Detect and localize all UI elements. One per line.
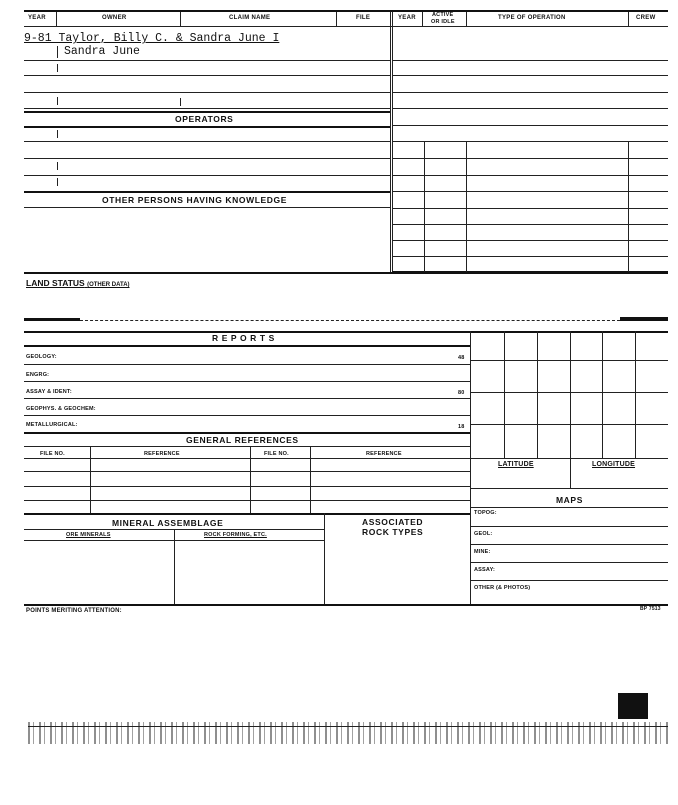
row-line bbox=[24, 175, 390, 176]
latitude-label: LATITUDE bbox=[498, 461, 534, 468]
header-divider bbox=[422, 12, 423, 26]
operators-heading: OPERATORS bbox=[175, 114, 234, 124]
land-status-top bbox=[24, 272, 668, 274]
right-row-line bbox=[392, 125, 668, 126]
maps-row-line bbox=[470, 580, 668, 581]
general-references-top bbox=[24, 432, 470, 434]
tick bbox=[180, 98, 181, 106]
report-row-metallurgical-num: 18 bbox=[458, 424, 465, 430]
row-line bbox=[24, 60, 390, 61]
right-row-line bbox=[392, 75, 668, 76]
ore-minerals-heading: ORE MINERALS bbox=[66, 532, 111, 538]
header-divider bbox=[56, 12, 57, 26]
right-row-line bbox=[392, 92, 668, 93]
points-meriting-attention: POINTS MERITING ATTENTION: bbox=[26, 608, 122, 614]
tick bbox=[57, 162, 58, 170]
header-claim-name: CLAIM NAME bbox=[229, 15, 271, 21]
other-persons-bottom bbox=[24, 207, 390, 208]
maps-row-geol: GEOL: bbox=[474, 531, 493, 537]
maps-row-topog: TOPOG: bbox=[474, 510, 497, 516]
top-border bbox=[24, 10, 668, 12]
tick bbox=[57, 178, 58, 186]
grid-col bbox=[537, 331, 538, 458]
form-number: BP 7513 bbox=[640, 606, 661, 612]
report-row-assay: ASSAY & IDENT: bbox=[26, 389, 72, 395]
maps-row-line bbox=[470, 562, 668, 563]
header-divider bbox=[336, 12, 337, 26]
tick bbox=[57, 46, 58, 58]
operators-top bbox=[24, 111, 390, 113]
right-row-line bbox=[392, 256, 668, 257]
header-divider bbox=[466, 12, 467, 26]
header-year-right: YEAR bbox=[398, 15, 416, 21]
main-vertical-divider-2 bbox=[392, 12, 393, 274]
grid-row bbox=[470, 392, 668, 393]
reports-top bbox=[24, 331, 668, 333]
reports-right-border bbox=[470, 331, 471, 604]
row-line bbox=[24, 75, 390, 76]
land-status-marker bbox=[24, 318, 80, 321]
associated-rock-types-1: ASSOCIATED bbox=[362, 517, 424, 527]
right-row-line bbox=[392, 60, 668, 61]
grid-row bbox=[470, 424, 668, 425]
report-row-line bbox=[24, 381, 470, 382]
row-line bbox=[24, 141, 390, 142]
header-file: FILE bbox=[356, 15, 371, 21]
report-row-line bbox=[24, 398, 470, 399]
header-divider bbox=[180, 12, 181, 26]
mineral-rock-divider bbox=[324, 513, 325, 604]
maps-row-other: OTHER (& PHOTOS) bbox=[474, 585, 531, 591]
report-row-line bbox=[24, 415, 470, 416]
genref-col bbox=[250, 446, 251, 513]
rock-forming-heading: ROCK FORMING, ETC. bbox=[204, 532, 267, 538]
header-type-of-operation: TYPE OF OPERATION bbox=[498, 15, 566, 21]
operators-bottom bbox=[24, 126, 390, 128]
tick bbox=[57, 130, 58, 138]
header-divider bbox=[628, 12, 629, 26]
right-row-line bbox=[392, 141, 668, 142]
right-row-line bbox=[392, 158, 668, 159]
land-status-sub: (OTHER DATA) bbox=[87, 282, 130, 288]
maps-row-assay: ASSAY: bbox=[474, 567, 496, 573]
maps-heading: MAPS bbox=[556, 495, 583, 505]
genref-header-file-no-2: FILE NO. bbox=[264, 451, 289, 457]
land-status-label: LAND STATUS bbox=[26, 278, 85, 288]
right-row-line bbox=[392, 224, 668, 225]
right-col-divider bbox=[424, 141, 425, 272]
genref-header-file-no-1: FILE NO. bbox=[40, 451, 65, 457]
report-row-assay-num: 80 bbox=[458, 390, 465, 396]
report-row-metallurgical: METALLURGICAL: bbox=[26, 422, 78, 428]
header-owner: OWNER bbox=[102, 15, 127, 21]
other-persons-top bbox=[24, 191, 390, 193]
genref-col bbox=[310, 446, 311, 513]
longitude-label: LONGITUDE bbox=[592, 461, 636, 468]
header-crew: CREW bbox=[636, 15, 656, 21]
other-persons-heading: OTHER PERSONS HAVING KNOWLEDGE bbox=[102, 195, 288, 205]
maps-row-line bbox=[470, 544, 668, 545]
grid-row bbox=[470, 360, 668, 361]
land-status-marker-right bbox=[620, 317, 668, 321]
land-status-line bbox=[80, 320, 620, 321]
owner-entry-line2: Sandra June bbox=[64, 45, 140, 58]
right-row-line bbox=[392, 208, 668, 209]
right-row-line bbox=[392, 175, 668, 176]
report-row-line bbox=[24, 364, 470, 365]
reports-heading: R E P O R T S bbox=[212, 333, 275, 343]
report-row-geophys: GEOPHYS. & GEOCHEM: bbox=[26, 406, 96, 412]
header-bottom-line bbox=[24, 26, 668, 27]
row-line bbox=[24, 92, 390, 93]
header-year: YEAR bbox=[28, 15, 46, 21]
header-active: ACTIVE bbox=[432, 12, 454, 18]
grid-col bbox=[635, 331, 636, 458]
reports-header-bottom bbox=[24, 345, 470, 347]
tick bbox=[57, 97, 58, 105]
tick bbox=[57, 64, 58, 72]
report-row-geology-num: 48 bbox=[458, 355, 465, 361]
grid-col bbox=[570, 331, 571, 488]
maps-row-line bbox=[470, 526, 668, 527]
grid-row bbox=[470, 488, 668, 489]
mineral-top bbox=[24, 513, 470, 515]
row-line bbox=[24, 108, 390, 109]
right-col-divider bbox=[466, 141, 467, 272]
genref-header-reference-2: REFERENCE bbox=[366, 451, 402, 457]
maps-header-bottom bbox=[470, 507, 668, 508]
grid-col bbox=[504, 331, 505, 458]
right-row-line bbox=[392, 108, 668, 109]
row-line bbox=[24, 158, 390, 159]
mineral-bottom bbox=[24, 604, 668, 606]
owner-entry-line1: 9-81 Taylor, Billy C. & Sandra June I bbox=[24, 32, 280, 45]
main-vertical-divider bbox=[390, 12, 391, 274]
genref-header-reference-1: REFERENCE bbox=[144, 451, 180, 457]
right-col-divider bbox=[628, 141, 629, 272]
scan-block bbox=[618, 693, 648, 719]
report-row-geology: GEOLOGY: bbox=[26, 354, 57, 360]
grid-row bbox=[470, 458, 668, 459]
genref-col bbox=[90, 446, 91, 513]
grid-col bbox=[602, 331, 603, 458]
maps-row-mine: MINE: bbox=[474, 549, 491, 555]
general-references-heading: GENERAL REFERENCES bbox=[186, 435, 299, 445]
right-row-line bbox=[392, 240, 668, 241]
mineral-assemblage-heading: MINERAL ASSEMBLAGE bbox=[112, 518, 224, 528]
mineral-col bbox=[174, 529, 175, 604]
header-or-idle: OR IDLE bbox=[431, 19, 455, 25]
scan-line bbox=[28, 726, 668, 727]
associated-rock-types-2: ROCK TYPES bbox=[362, 527, 424, 537]
right-row-line bbox=[392, 191, 668, 192]
report-row-engrg: ENGRG: bbox=[26, 372, 50, 378]
land-status-heading bbox=[26, 278, 130, 288]
